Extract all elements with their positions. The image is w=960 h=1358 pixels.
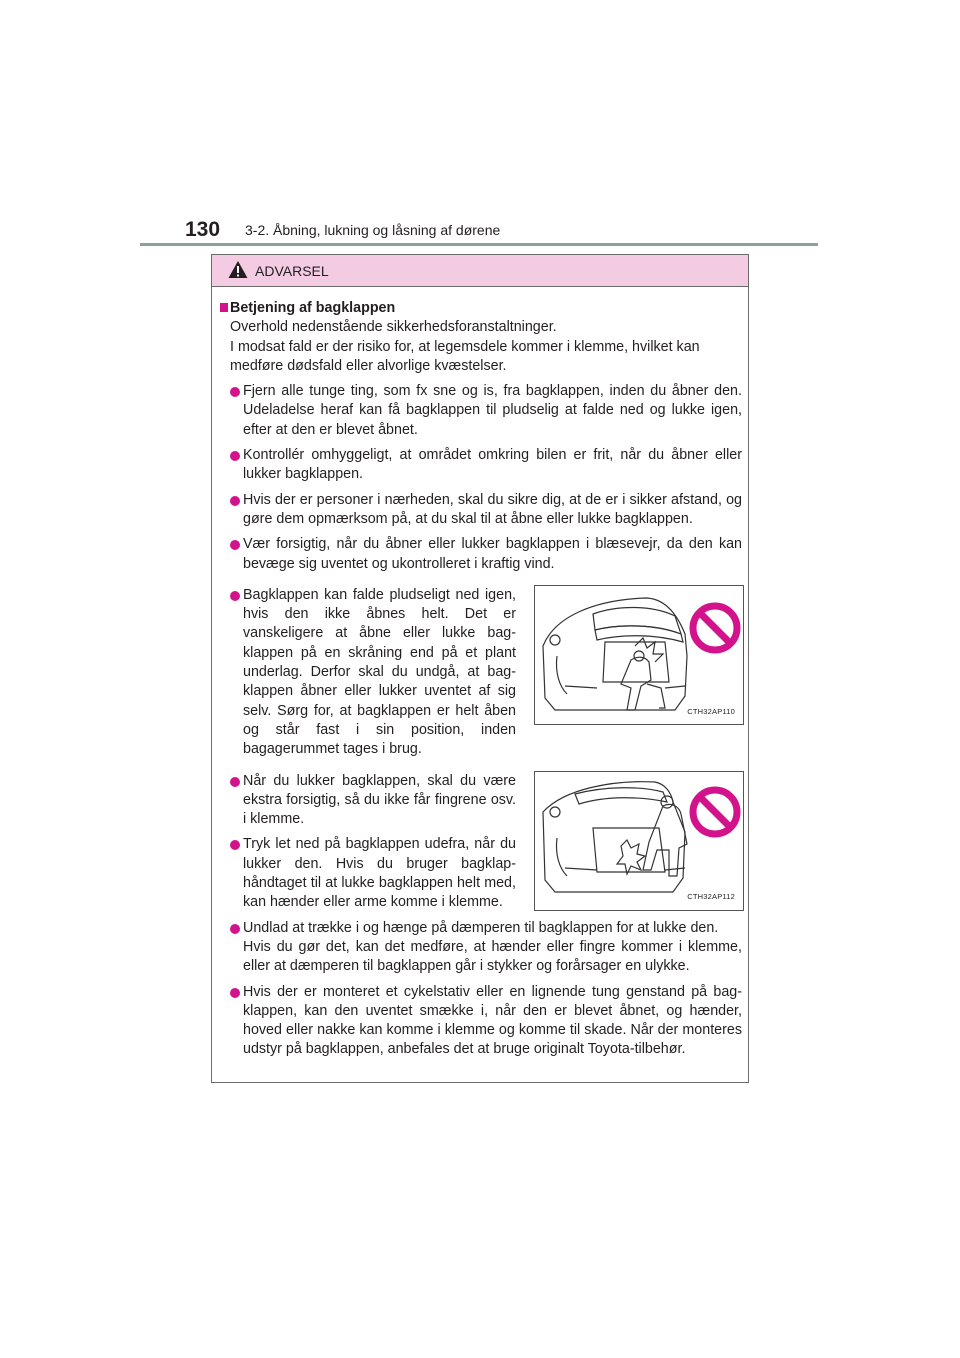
intro-line: Overhold nedenstående sikkerhedsforanstaltninger. [230, 319, 557, 336]
section-title: 3-2. Åbning, lukning og låsning af dørene [245, 222, 501, 238]
list-item [220, 586, 516, 760]
list-item [220, 491, 744, 530]
figure-tailgate-closing [534, 771, 744, 911]
list-item [220, 919, 744, 977]
header-rule [140, 243, 818, 246]
list-item-text: Hvis der er monteret et cykelstativ eller en lignende tung genstand på bagklappen, kan den uventet smække i, når den er blevet åbnet, og hænder, hoved eller nakke kan komme i klemme og komme til skade. Når der monteres udstyr på bagklappen, anbefales det at bruge originalt Toyota-tilbehør. [243, 983, 742, 1058]
bullet-dot-icon [230, 924, 240, 934]
figure-row-1 [220, 586, 744, 760]
figure-tailgate-falling [534, 585, 744, 725]
warning-triangle-icon [228, 260, 248, 279]
warning-content [220, 299, 744, 1060]
bullet-dot-icon [230, 591, 240, 601]
list-item-text: Vær forsigtig, når du åbner eller lukker bagklappen i blæsevejr, da den kan bevæge sig uventet og ukontrolleret i kraftig vind. [243, 536, 742, 572]
bullet-dot-icon [230, 387, 240, 397]
list-item-text: Tryk let ned på bagklappen udefra, når du lukker den. Hvis du bruger bagklaphåndtaget til at lukke bagklappen helt med, kan hænder eller arme komme i klemme. [243, 836, 516, 911]
bullet-dot-icon [230, 840, 240, 850]
figure-code: CTH32AP110 [687, 706, 735, 716]
bullet-dot-icon [230, 988, 240, 998]
figure-row-2 [220, 772, 744, 913]
list-item-text: Hvis der er personer i nærheden, skal du sikre dig, at de er i sikker afstand, og gøre dem opmærksom på, at du skal til at åbne eller lukke bagklappen. [243, 491, 742, 527]
list-item [220, 382, 744, 440]
list-item [220, 446, 744, 485]
list-item [220, 772, 516, 830]
figure-code: CTH32AP112 [687, 892, 735, 902]
warning-heading [220, 299, 744, 318]
list-item-text: Når du lukker bagklappen, skal du være ekstra forsigtig, så du ikke får fingrene osv. i klemme. [243, 772, 516, 828]
prohibition-icon [689, 602, 741, 654]
list-item-text: Undlad at trække i og hænge på dæmperen til bagklappen for at lukke den. Hvis du gør det, kan det medføre, at hænder eller fingre kommer i klemme, eller at dæmperen til bagklappen går i stykker og forårsager en ulykke. [243, 919, 742, 975]
bullet-dot-icon [230, 777, 240, 787]
bullet-dot-icon [230, 540, 240, 550]
figure-row-text [220, 772, 516, 913]
warning-heading-text: Betjening af bagklappen [230, 300, 396, 316]
figure-row-text [220, 586, 516, 760]
list-item-text: Fjern alle tunge ting, som fx sne og is, fra bagklappen, inden du åbner den. Udeladelse heraf kan få bagklappen til pludselig at falde ned og lukke igen, efter at den er blevet åbnet. [243, 383, 742, 438]
warning-box [211, 254, 749, 1083]
list-item-text: Kontrollér omhyggeligt, at området omkring bilen er frit, når du åbner eller lukker bagklappen. [243, 447, 742, 483]
list-item [220, 835, 516, 912]
page-number: 130 [185, 218, 221, 241]
warning-label: ADVARSEL [255, 263, 329, 279]
intro-line: I modsat fald er der risiko for, at legemsdele kommer i klemme, hvilket kan medføre dødsfald eller alvorlige kvæstelser. [230, 338, 700, 374]
list-item [220, 535, 744, 574]
warning-header [212, 255, 748, 287]
prohibition-icon [689, 786, 741, 838]
bullet-square-icon [220, 303, 228, 312]
list-item [220, 983, 744, 1060]
bullet-dot-icon [230, 451, 240, 461]
list-item-text: Bagklappen kan falde pludseligt ned igen, hvis den ikke åbnes helt. Det er vanskeligere at åbne eller lukke bagklappen på en skråning end på et plant underlag. Derfor skal du undgå, at bagklappen åbner eller lukker uventet af sig selv. Sørg for, at bagklappen er helt åben og står fast i sin position, inden bagagerummet tages i brug. [243, 586, 516, 758]
bullet-dot-icon [230, 496, 240, 506]
